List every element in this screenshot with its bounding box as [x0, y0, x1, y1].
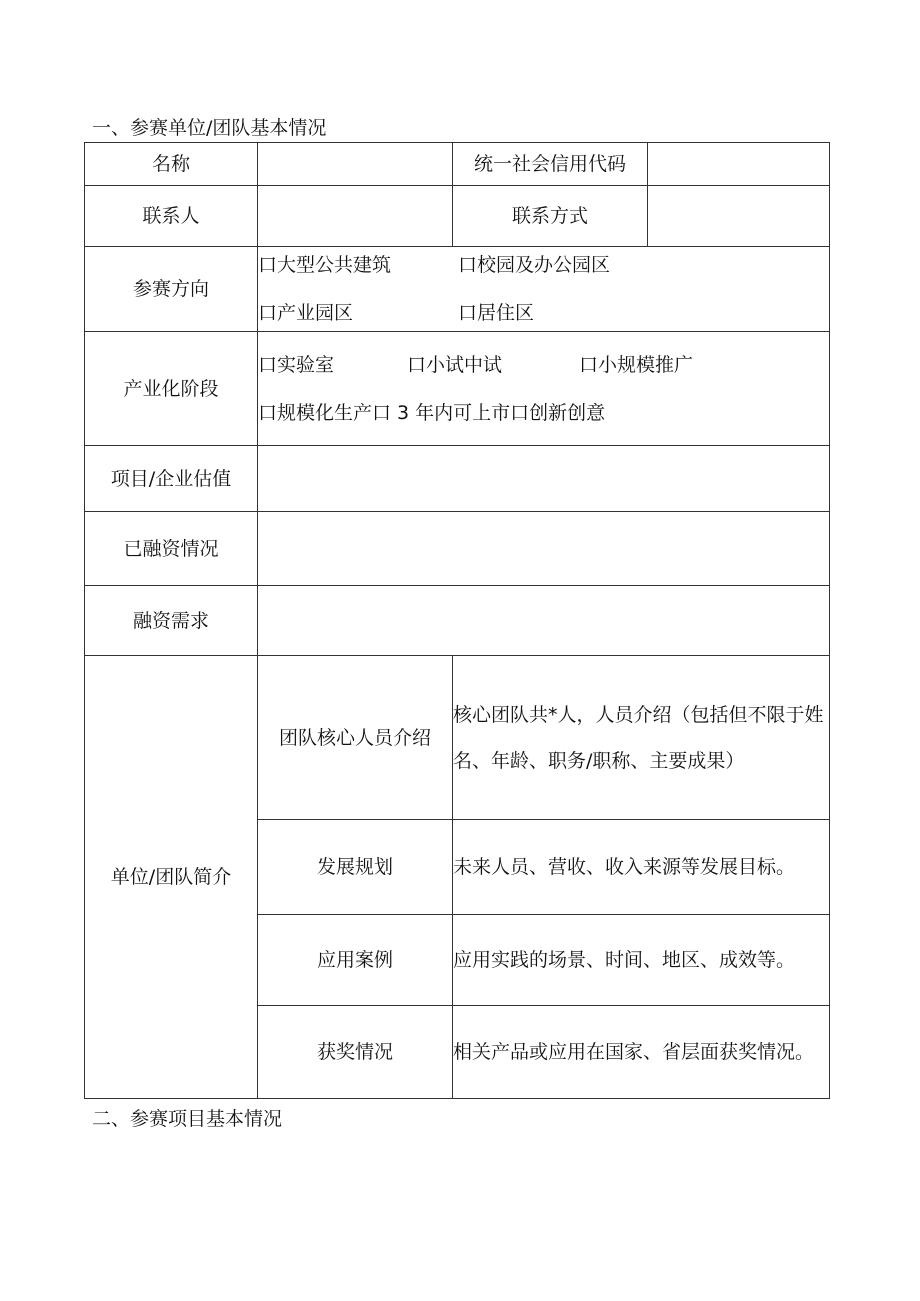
core-team-label: 团队核心人员介绍 — [258, 656, 453, 820]
option-public-building[interactable]: 口大型公共建筑 — [258, 254, 392, 276]
option-lab[interactable]: 口实验室 — [258, 353, 335, 376]
financed-field[interactable] — [258, 512, 830, 586]
team-info-form — [84, 142, 830, 1099]
credit-code-field[interactable] — [648, 143, 830, 186]
section-2-title: 二、参赛项目基本情况 — [92, 1108, 283, 1130]
valuation-label: 项目/企业估值 — [85, 446, 258, 512]
valuation-field[interactable] — [258, 446, 830, 512]
row-direction — [85, 247, 830, 332]
row-financed — [85, 512, 830, 586]
direction-label: 参赛方向 — [85, 247, 258, 332]
direction-options — [258, 247, 830, 332]
row-stage — [85, 332, 830, 446]
section-1-title: 一、参赛单位/团队基本情况 — [92, 117, 327, 139]
financing-need-label: 融资需求 — [85, 586, 258, 656]
stage-label: 产业化阶段 — [85, 332, 258, 446]
option-mass-production-line[interactable]: 口规模化生产口 3 年内可上市口创新创意 — [258, 401, 606, 424]
application-cases-label: 应用案例 — [258, 915, 453, 1006]
contact-method-label: 联系方式 — [453, 186, 648, 247]
row-valuation — [85, 446, 830, 512]
stage-options — [258, 332, 830, 446]
awards-label: 获奖情况 — [258, 1006, 453, 1099]
intro-label: 单位/团队简介 — [85, 656, 258, 1099]
contact-label: 联系人 — [85, 186, 258, 247]
row-financing-need — [85, 586, 830, 656]
name-label: 名称 — [85, 143, 258, 186]
awards-desc[interactable]: 相关产品或应用在国家、省层面获奖情况。 — [453, 1006, 830, 1099]
application-cases-desc[interactable]: 应用实践的场景、时间、地区、成效等。 — [453, 915, 830, 1006]
row-contact — [85, 186, 830, 247]
financed-label: 已融资情况 — [85, 512, 258, 586]
contact-field[interactable] — [258, 186, 453, 247]
option-residential[interactable]: 口居住区 — [458, 302, 535, 324]
option-campus-office[interactable]: 口校园及办公园区 — [458, 254, 611, 276]
financing-need-field[interactable] — [258, 586, 830, 656]
credit-code-label: 统一社会信用代码 — [453, 143, 648, 186]
row-core-team — [85, 656, 830, 820]
option-pilot[interactable]: 口小试中试 — [407, 353, 503, 376]
row-name — [85, 143, 830, 186]
contact-method-field[interactable] — [648, 186, 830, 247]
development-plan-label: 发展规划 — [258, 820, 453, 915]
core-team-desc[interactable]: 核心团队共*人，人员介绍（包括但不限于姓名、年龄、职务/职称、主要成果） — [453, 656, 830, 820]
development-plan-desc[interactable]: 未来人员、营收、收入来源等发展目标。 — [453, 820, 830, 915]
option-small-scale[interactable]: 口小规模推广 — [579, 353, 694, 376]
name-field[interactable] — [258, 143, 453, 186]
option-industrial-park[interactable]: 口产业园区 — [258, 302, 354, 324]
